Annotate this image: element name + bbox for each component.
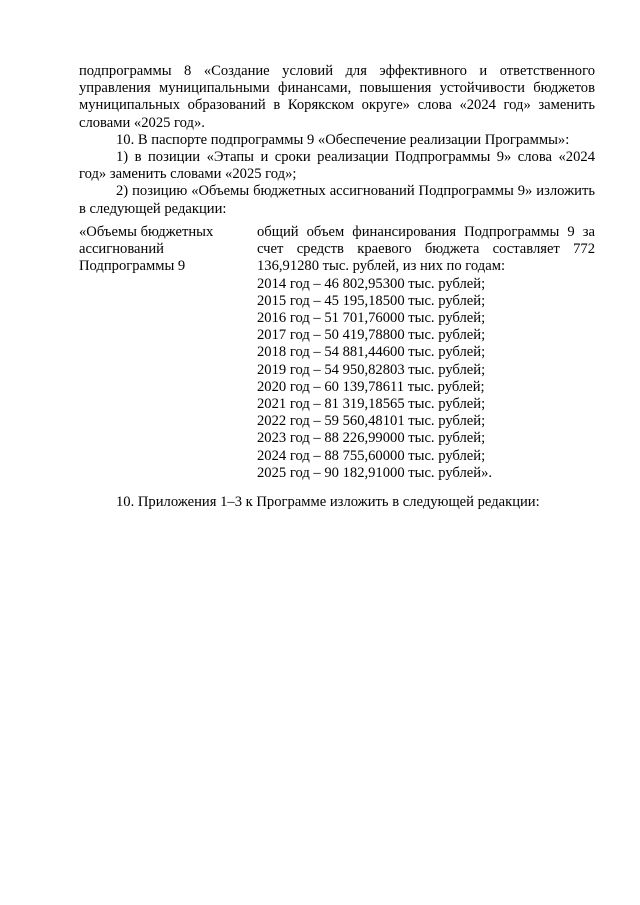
table-right-cell: [257, 224, 595, 482]
table-intro-text: общий объем финансирования Подпрограммы 9 за счет средств краевого бюджета составляет 772 136,91280 тыс. рублей, из них по годам:: [257, 224, 595, 275]
year-list: [257, 276, 595, 482]
year-amount-line: 2016 год – 51 701,76000 тыс. рублей;: [257, 310, 486, 327]
paragraph-item-10: 10. В паспорте подпрограммы 9 «Обеспечение реализации Программы»:: [116, 131, 570, 148]
year-amount-line: 2014 год – 46 802,95300 тыс. рублей;: [257, 275, 486, 292]
year-amount-line: 2025 год – 90 182,91000 тыс. рублей».: [257, 464, 493, 481]
top-text-block: [79, 63, 595, 218]
paragraph-subitem-1: 1) в позиции «Этапы и сроки реализации Подпрограммы 9» слова «2024 год» заменить словами «2025 год»;: [79, 149, 595, 183]
paragraph-subitem-2: 2) позицию «Объемы бюджетных ассигнований Подпрограммы 9» изложить в следующей редакции:: [79, 183, 595, 217]
year-amount-line: 2021 год – 81 319,18565 тыс. рублей;: [257, 396, 486, 413]
year-amount-line: 2017 год – 50 419,78800 тыс. рублей;: [257, 327, 486, 344]
year-amount-line: 2020 год – 60 139,78611 тыс. рублей;: [257, 378, 485, 395]
table-left-cell: «Объемы бюджетных ассигнований Подпрограммы 9: [79, 224, 214, 275]
year-amount-line: 2023 год – 88 226,99000 тыс. рублей;: [257, 430, 486, 447]
year-amount-line: 2024 год – 88 755,60000 тыс. рублей;: [257, 447, 486, 464]
paragraph-appendices: 10. Приложения 1–3 к Программе изложить в следующей редакции:: [116, 494, 540, 510]
year-amount-line: 2015 год – 45 195,18500 тыс. рублей;: [257, 292, 486, 309]
year-amount-line: 2019 год – 54 950,82803 тыс. рублей;: [257, 361, 486, 378]
year-amount-line: 2022 год – 59 560,48101 тыс. рублей;: [257, 413, 486, 430]
year-amount-line: 2018 год – 54 881,44600 тыс. рублей;: [257, 344, 486, 361]
paragraph-subprogram-8: подпрограммы 8 «Создание условий для эффективного и ответственного управления муниципальными финансами, повышения устойчивости бюджетов муниципальных образований в Корякском округе» слова «2024 год» заменить словами «2025 год».: [79, 63, 595, 131]
